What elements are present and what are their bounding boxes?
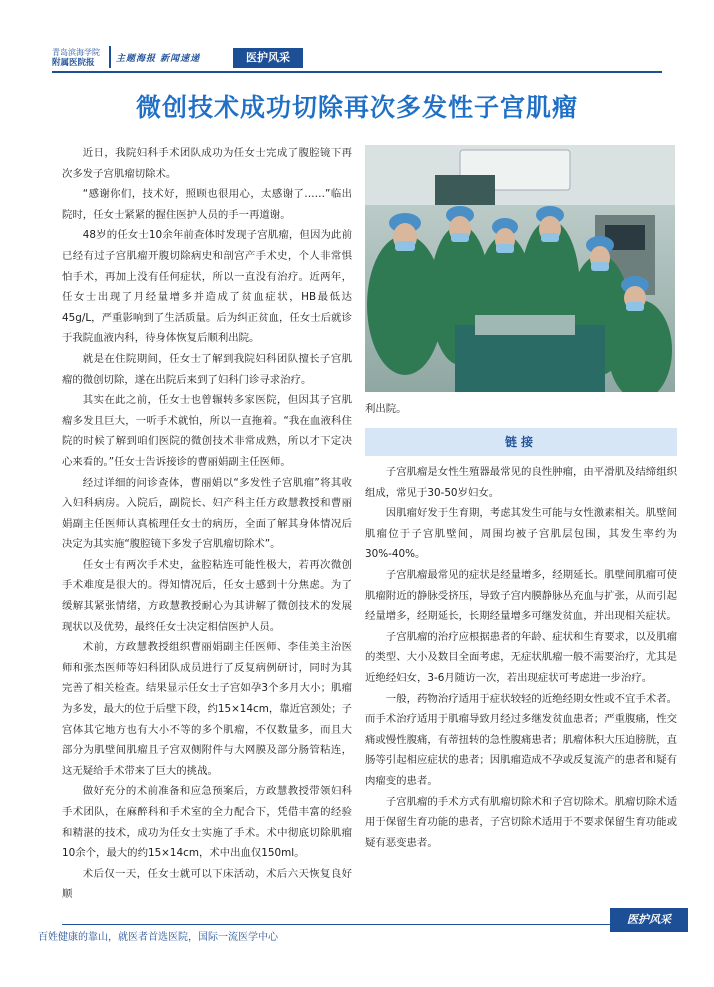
- paragraph: 经过详细的问诊查体，曹丽娟以“多发性子宫肌瘤”将其收入妇科病房。入院后，副院长、妇产科主任方政慧教授和曹丽娟副主任医师认真梳理任女士的病历，全面了解其身体情况后决定为其实施“腹腔镜下多发子宫肌瘤切除术”。: [62, 476, 352, 551]
- sidebar-title: 链接: [365, 428, 677, 456]
- section-tag: 医护风采: [233, 48, 303, 68]
- footer-tag: 医护风采: [610, 908, 688, 932]
- paragraph: 子宫肌瘤的治疗应根据患者的年龄、症状和生育要求，以及肌瘤的类型、大小及数目全面考虑，无症状肌瘤一般不需要治疗，尤其是近绝经妇女，3-6月随访一次，若出现症状可考虑进一步治疗。: [365, 630, 677, 684]
- paragraph: 其实在此之前，任女士也曾辗转多家医院，但因其子宫肌瘤多发且巨大，一听手术就怕，所以一直拖着。“我在血液科住院的时候了解到咱们医院的微创技术非常成熟，所以才下定决心来看的。”任女士告诉接诊的曹丽娟副主任医师。: [62, 394, 352, 468]
- article-continuation: 利出院。: [365, 403, 407, 415]
- hospital-logo: [52, 47, 104, 69]
- paragraph: 因肌瘤好发于生育期，考虑其发生可能与女性激素相关。肌壁间肌瘤位于子宫肌壁间，周围均被子宫肌层包围，其发生率约为30%-40%。: [365, 507, 677, 561]
- article-right-column: [365, 462, 677, 853]
- header-rule: [52, 71, 662, 73]
- paragraph: 一般，药物治疗适用于症状较轻的近绝经期女性或不宜手术者。而手术治疗适用于肌瘤导致月经过多继发贫血患者；严重腹痛，性交痛或慢性腹痛，有蒂扭转的急性腹痛患者；肌瘤体积大压迫膀胱，直肠等引起相应症状的患者；因肌瘤造成不孕或反复流产的患者和疑有肉瘤变的患者。: [365, 692, 677, 787]
- paragraph: “感谢你们，技术好，照顾也很用心，太感谢了……”临出院时，任女士紧紧的握住医护人员的手一再道谢。: [62, 188, 352, 221]
- paragraph: 48岁的任女士10余年前查体时发现子宫肌瘤，但因为此前已经有过子宫肌瘤开腹切除病史和剖宫产手术史，个人非常惧怕手术，再加上没有任何症状，所以一直没有治疗。近两年，任女士出现了月经量增多并造成了贫血症状，HB最低达45g/L，严重影响到了生活质量。后为纠正贫血，任女士后就诊于我院血液内科，待身体恢复后顺利出院。: [62, 229, 352, 345]
- paragraph: 子宫肌瘤的手术方式有肌瘤切除术和子宫切除术。肌瘤切除术适用于保留生育功能的患者，子宫切除术适用于不要求保留生育功能或疑有恶变患者。: [365, 795, 677, 849]
- footer-rule: [62, 924, 622, 925]
- paragraph: 任女士有两次手术史，盆腔粘连可能性极大，若再次微创手术难度是很大的。得知情况后，任女士感到十分焦虑。为了缓解其紧张情绪，方政慧教授耐心为其讲解了微创技术的发展现状以及优势，最终任女士决定相信医护人员。: [62, 558, 352, 633]
- header-divider: [109, 46, 111, 68]
- article-title: 微创技术成功切除再次多发性子宫肌瘤: [135, 93, 578, 122]
- paragraph: 做好充分的术前准备和应急预案后，方政慧教授带领妇科手术团队，在麻醉科和手术室的全力配合下，凭借丰富的经验和精湛的技术，成功为任女士实施了手术。术中彻底切除肌瘤10余个，最大的约15×14cm，术中出血仅150ml。: [62, 785, 352, 860]
- paragraph: 术后仅一天，任女士就可以下床活动，术后六天恢复良好顺: [62, 867, 352, 901]
- paragraph: 术前，方政慧教授组织曹丽娟副主任医师、李佳美主治医师和张杰医师等妇科团队成员进行了反复病例研讨，同时为其完善了相关检查。结果显示任女士子宫如孕3个多月大小；肌瘤为多发，最大的位于后壁下段，约15×14cm，靠近宫颈处；子宫体其它地方也有大小不等的多个肌瘤，不仅数量多，而且大部分为肌壁间肌瘤且子宫双侧附件与大网膜及部分肠管粘连，这无疑给手术带来了巨大的挑战。: [62, 641, 352, 777]
- header-slogan: 主题海报 新闻速递: [116, 54, 201, 64]
- paragraph: 子宫肌瘤是女性生殖器最常见的良性肿瘤，由平滑肌及结缔组织组成，常见于30-50岁妇女。: [365, 466, 677, 499]
- hospital-name-line1: 青岛滨海学院: [52, 48, 100, 57]
- surgery-team-photo: [365, 145, 675, 392]
- paragraph: 就是在住院期间，任女士了解到我院妇科团队擅长子宫肌瘤的微创切除，遂在出院后来到了妇科门诊寻求治疗。: [62, 352, 352, 386]
- paragraph: 子宫肌瘤最常见的症状是经量增多，经期延长。肌壁间肌瘤可使肌瘤附近的静脉受挤压，导致子宫内膜静脉丛充血与扩张，从而引起经量增多，经期延长，长期经量增多可继发贫血，并出现相关症状。: [365, 568, 677, 623]
- article-left-column: [62, 143, 352, 905]
- hospital-name-line2: 附属医院报: [52, 58, 95, 68]
- page-header: [0, 0, 714, 80]
- footer-slogan: 百姓健康的靠山，就医者首选医院，国际一流医学中心: [38, 932, 278, 943]
- paragraph: 近日，我院妇科手术团队成功为任女士完成了腹腔镜下再次多发子宫肌瘤切除术。: [62, 147, 352, 180]
